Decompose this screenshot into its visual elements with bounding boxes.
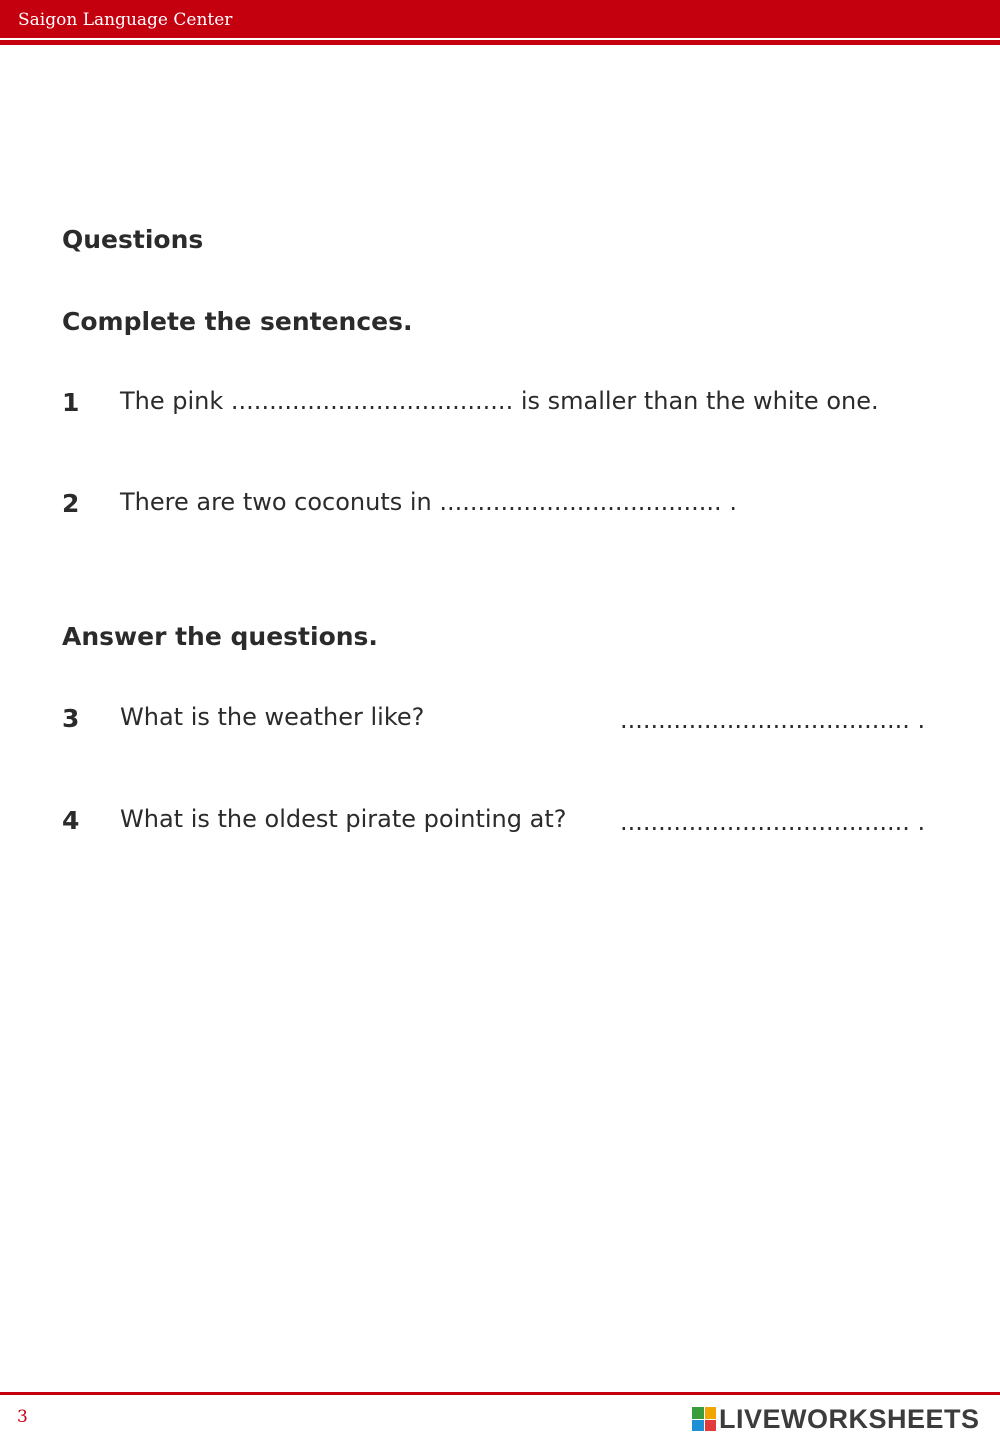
question-1-number: 1 bbox=[62, 388, 80, 417]
question-4-answer-blank[interactable]: ...................................... . bbox=[620, 808, 926, 836]
question-1-after: is smaller than the white one. bbox=[520, 387, 879, 415]
question-1-before: The pink bbox=[120, 387, 224, 415]
liveworksheets-logo-icon bbox=[692, 1407, 716, 1431]
page-number: 3 bbox=[17, 1407, 28, 1427]
question-3-answer-blank[interactable]: ...................................... . bbox=[620, 706, 926, 734]
liveworksheets-logo bbox=[692, 1404, 980, 1434]
question-4-number: 4 bbox=[62, 806, 80, 835]
logo-tile-v bbox=[692, 1420, 704, 1432]
logo-tile-e bbox=[705, 1420, 717, 1432]
question-1 bbox=[120, 389, 879, 413]
question-2-before: There are two coconuts in bbox=[120, 488, 432, 516]
logo-text: LIVEWORKSHEETS bbox=[719, 1403, 980, 1434]
logo-tile-l bbox=[692, 1407, 704, 1419]
header-title: Saigon Language Center bbox=[18, 10, 233, 30]
question-3: What is the weather like? bbox=[120, 703, 425, 731]
question-2 bbox=[120, 490, 737, 514]
question-4: What is the oldest pirate pointing at? bbox=[120, 805, 567, 833]
header-divider bbox=[0, 40, 1000, 45]
question-2-blank[interactable]: ..................................... bbox=[439, 488, 722, 516]
footer-divider bbox=[0, 1392, 1000, 1395]
section1-instruction: Complete the sentences. bbox=[62, 307, 413, 336]
question-2-number: 2 bbox=[62, 489, 80, 518]
question-1-blank[interactable]: ..................................... bbox=[230, 387, 514, 415]
logo-tile-i bbox=[705, 1407, 717, 1419]
worksheet-title: Questions bbox=[62, 225, 204, 254]
question-3-number: 3 bbox=[62, 704, 80, 733]
header-bar bbox=[0, 0, 1000, 38]
question-2-after: . bbox=[729, 488, 737, 516]
section2-instruction: Answer the questions. bbox=[62, 622, 378, 651]
